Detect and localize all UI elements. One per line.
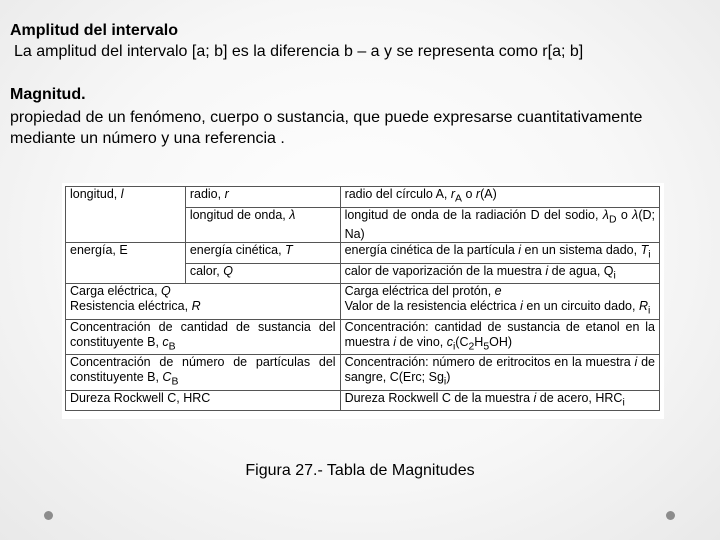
cell-text: Resistencia eléctrica, [70,299,192,313]
cell-text: (D; Na) [344,207,655,241]
table-cell [66,390,341,411]
cell-text: de vino, [395,334,447,349]
table-cell [340,263,659,284]
table-cell [66,243,186,284]
cell-text: calor, [189,263,224,278]
table-row [66,355,660,391]
slide-bullet-dot-right [666,511,675,520]
symbol: r [450,187,456,201]
subscript: 5 [483,341,490,352]
subscript: D [608,214,617,225]
heading-amplitud: Amplitud del intervalo [10,22,179,39]
table-row [66,319,660,355]
cell-text: de acero, HRC [536,390,623,405]
symbol: R [191,299,201,313]
cell-text: longitud de onda, [189,207,290,222]
table-cell [340,355,659,391]
symbol: r [475,187,481,201]
figure-caption: Figura 27.- Tabla de Magnitudes [245,462,475,479]
subscript: B [168,341,176,352]
table-row [66,390,660,411]
cell-text: Concentración: cantidad de sustancia de etanol en la muestra [344,319,655,349]
subscript: i [648,249,651,261]
table-cell [340,207,659,243]
cell-text: Concentración: número de eritrocitos en la muestra [344,355,635,369]
cell-text: Carga eléctrica del protón, [344,284,495,298]
cell-text: radio del círculo A, [344,187,451,201]
table-cell [340,390,659,411]
symbol: i [520,299,523,313]
subscript: B [171,376,179,388]
cell-text: Dureza Rockwell C de la muestra [344,390,534,405]
cell-text: (C [455,334,469,349]
slide-bullet-dot-left [44,511,53,520]
symbol: i [393,334,396,349]
magnitudes-table [65,186,660,411]
cell-text: calor de vaporización de la muestra [344,263,546,278]
cell-text: Valor de la resistencia eléctrica [344,299,521,313]
table-cell [185,263,340,284]
table-cell [340,187,659,208]
table-cell [185,207,340,243]
subscript: i [452,341,456,352]
table-cell [66,187,186,243]
cell-text: H [474,334,484,349]
symbol: Q [161,284,171,298]
symbol: C [162,370,172,384]
cell-text: energía cinética, [189,243,286,257]
cell-text: en un circuito dado, [522,299,639,313]
symbol: e [494,284,502,298]
symbol: T [285,243,293,257]
cell-text: de sangre, C(Erc; Sg [344,355,655,384]
symbol: λ [602,207,609,222]
subscript: i [613,270,616,281]
cell-text: longitud, [70,187,121,201]
table-row [66,243,660,264]
symbol: i [545,263,549,278]
subscript: i [622,397,625,408]
cell-text: en un sistema dado, [521,243,641,257]
symbol: λ [632,207,639,222]
paragraph-magnitud: propiedad de un fenómeno, cuerpo o sustancia, que puede expresarse cuantitativamente mediante un número y una referencia . [10,109,643,147]
symbol: i [634,355,638,369]
symbol: l [120,187,124,201]
cell-text: Concentración de número de partículas del constituyente B, [70,355,336,384]
cell-text: ) [446,370,451,384]
symbol: T [640,243,649,257]
magnitudes-table-figure [62,183,664,419]
table-cell [185,187,340,208]
table-cell [340,319,659,355]
table-cell [66,319,341,355]
cell-text: (A) [480,187,497,201]
symbol: Q [223,263,233,278]
table-row [66,187,660,208]
cell-text: energía, E [70,243,128,257]
symbol: i [518,243,522,257]
cell-text: radio, [189,187,225,201]
cell-text: Concentración de cantidad de sustancia del constituyente B, [70,319,336,349]
table-row [66,284,660,320]
cell-text: energía cinética de la partícula [344,243,519,257]
symbol: R [638,299,648,313]
subscript: i [443,376,447,388]
symbol: i [533,390,537,405]
symbol: c [446,334,453,349]
cell-text: de agua, Q [548,263,614,278]
subscript: 2 [468,341,475,352]
subscript: A [455,193,462,205]
cell-text: Carga eléctrica, [70,284,162,298]
table-cell [66,355,341,391]
cell-text: OH) [489,334,513,349]
table-cell [340,284,659,320]
paragraph-amplitud: La amplitud del intervalo [a; b] es la diferencia b – a y se representa como r[a; b] [14,43,584,60]
symbol: r [224,187,229,201]
heading-magnitud: Magnitud. [10,86,86,103]
table-cell [185,243,340,264]
cell-text: o [462,187,476,201]
subscript: i [647,305,651,317]
cell-text: Dureza Rockwell C, HRC [70,390,211,405]
table-cell [66,284,341,320]
cell-text: o [616,207,633,222]
cell-text: longitud de onda de la radiación D del sodio, [344,207,603,222]
symbol: λ [289,207,296,222]
symbol: c [162,334,169,349]
table-cell [340,243,659,264]
